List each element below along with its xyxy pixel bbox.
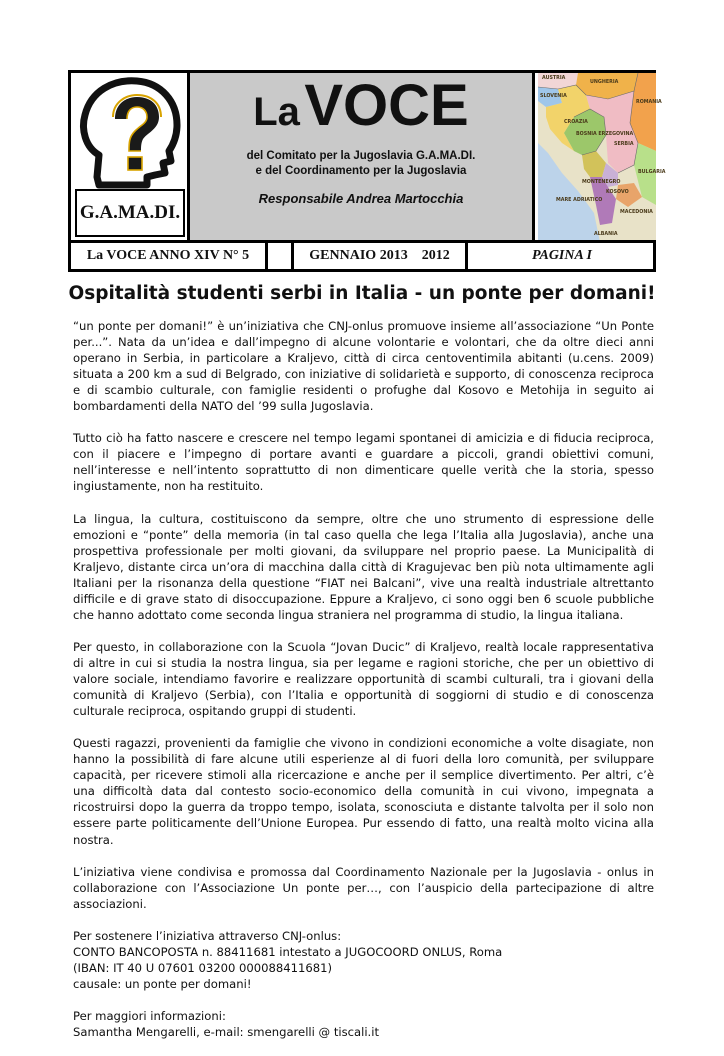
map-label-1: UNGHERIA: [590, 80, 619, 85]
article-paragraph-6: L’iniziativa viene condivisa e promossa dal Coordinamento Nazionale per la Jugoslavia - onlus in collaborazione con l’Associazione Un ponte per…, con l’auspicio della partecipazione di altre associazioni.: [73, 864, 654, 911]
info-block: [73, 1008, 654, 1040]
map-label-7: MARE ADRIATICO: [556, 198, 603, 203]
map-label-8: MONTENEGRO: [582, 180, 621, 185]
map-label-10: MACEDONIA: [620, 210, 653, 215]
balkans-map: [538, 73, 666, 242]
issue-date: [291, 243, 468, 269]
map-label-12: ALBANIA: [594, 232, 618, 237]
info-line-1: Per maggiori informazioni:: [73, 1009, 226, 1024]
subtitle-line-2: e del Coordinamento per la Jugoslavia: [255, 165, 467, 177]
gamadi-label: G.A.MA.DI.: [79, 202, 181, 223]
issue-info-bar: [68, 240, 656, 272]
map-label-3: ROMANIA: [636, 100, 662, 105]
contact-email: Samantha Mengarelli, e-mail: smengarelli @ tiscali.it: [73, 1025, 379, 1040]
issue-date-year: 2012: [421, 248, 450, 263]
issue-date-month: GENNAIO 2013: [309, 248, 408, 263]
article-body: [73, 318, 654, 1056]
article-paragraph-5: Questi ragazzi, provenienti da famiglie che vivono in condizioni economiche a volte disagiate, non hanno la possibilità di fare alcune utili esperienze al di fuori della loro comunità, per sviluppare capacità, per ricevere stimoli alla ricercazione e anche per il semplice divertimento. Per altri, c’è una difficoltà data dal contesto socio-economico della comunità in cui vivono, impegnata a ricostruirsi dopo la guerra da troppo tempo, isolata, sconosciuta e distante talvolta per il solo non essere parte politicamente dell’Unione Europea. Pur essendo di fatto, una realtà molto vicina alla nostra.: [73, 736, 654, 847]
title-box: [190, 73, 535, 242]
map-label-5: BOSNIA ERZEGOVINA: [576, 132, 634, 137]
balkans-map-graphic: [538, 73, 666, 242]
map-label-0: AUSTRIA: [542, 76, 566, 81]
map-label-11: BULGARIA: [638, 170, 666, 175]
masthead: [68, 70, 666, 245]
issue-number: La VOCE ANNO XIV N° 5: [71, 243, 268, 269]
title-voce: VOCE: [304, 73, 469, 138]
support-line-4: causale: un ponte per domani!: [73, 976, 252, 991]
article-paragraph-2: Tutto ciò ha fatto nascere e crescere nel tempo legami spontanei di amicizia e di fiducia reciproca, con il piacere e l’impegno di portare avanti e guardare a piccoli, grandi obiettivi comuni, nell’interesse e nell’intento soprattutto di non dimenticare quelle verità che la storia, spesso ingiustamente, non ha restituito.: [73, 431, 654, 494]
support-line-2: CONTO BANCOPOSTA n. 88411681 intestato a JUGOCOORD ONLUS, Roma: [73, 944, 503, 959]
newspaper-title: [190, 73, 532, 138]
support-block: [73, 928, 654, 992]
support-line-3: (IBAN: IT 40 U 07601 03200 000088411681): [73, 960, 333, 975]
support-line-1: Per sostenere l’iniziativa attraverso CNJ-onlus:: [73, 928, 342, 943]
subtitle: [190, 149, 532, 179]
title-la: La: [253, 90, 300, 134]
map-label-2: SLOVENIA: [540, 94, 567, 99]
head-question-logo-icon: [77, 77, 183, 187]
article-paragraph-3: La lingua, la cultura, costituiscono da sempre, oltre che uno strumento di espressione delle emozioni e “ponte” della memoria (in tal caso quella che lega l’Italia alla Jugoslavia), anche una prospettiva professionale per molti giovani, da sviluppare nel proprio paese. La Municipalità di Kraljevo, distante circa un’ora di macchina dalla città di Kragujevac ben più nota ultimamente agli Italiani per la risonanza della questione “FIAT nei Balcani”, vive una realtà industriale altrettanto difficile e di grave stato di disoccupazione. Eppure a Kraljevo, ci sono oggi ben 6 scuole pubbliche che hanno adottato come seconda lingua straniera nel programma di studio, la lingua italiana.: [73, 511, 654, 622]
map-label-4: CROAZIA: [564, 120, 588, 125]
map-label-9: KOSOVO: [606, 190, 629, 195]
logo-box: [71, 73, 190, 242]
article-paragraph-4: Per questo, in collaborazione con la Scuola “Jovan Ducic” di Kraljevo, realtà locale rappresentativa di altre in cui si studia la nostra lingua, sia per legame e ragioni storiche, che per un obiettivo di valore sociale, intendiamo favorire e realizzare opportunità di scambi culturali, tra i giovani della comunità di Kraljevo (Serbia), con l’Italia e opportunità di soggiorni di studio e di conoscenza culturale reciproca, ospitando gruppi di studenti.: [73, 639, 654, 719]
responsabile: Responsabile Andrea Martocchia: [258, 191, 464, 206]
map-label-6: SERBIA: [614, 142, 634, 147]
article-paragraph-1: “un ponte per domani!” è un’iniziativa che CNJ-onlus promuove insieme all’associazione “Un Ponte per...”. Nata da un’idea e dall’impegno di alcune volontarie e volontari, che da oltre dieci anni operano in Serbia, in particolare a Kraljevo, città di circa centoventimila abitanti (u.cens. 2009) situata a 200 km a sud di Belgrado, con iniziative di solidarietà e supporto, di conoscenza reciproca e di scambio culturale, con famiglie residenti o profughe dal Kosovo e Metohija in seguito ai bombardamenti della NATO del ’99 sulla Jugoslavia.: [73, 319, 654, 414]
subtitle-line-1: del Comitato per la Jugoslavia G.A.MA.DI.: [246, 150, 476, 162]
gamadi-label-box: [75, 189, 185, 237]
article-headline: Ospitalità studenti serbi in Italia - un ponte per domani!: [68, 283, 656, 304]
page-number: PAGINA I: [531, 248, 593, 263]
